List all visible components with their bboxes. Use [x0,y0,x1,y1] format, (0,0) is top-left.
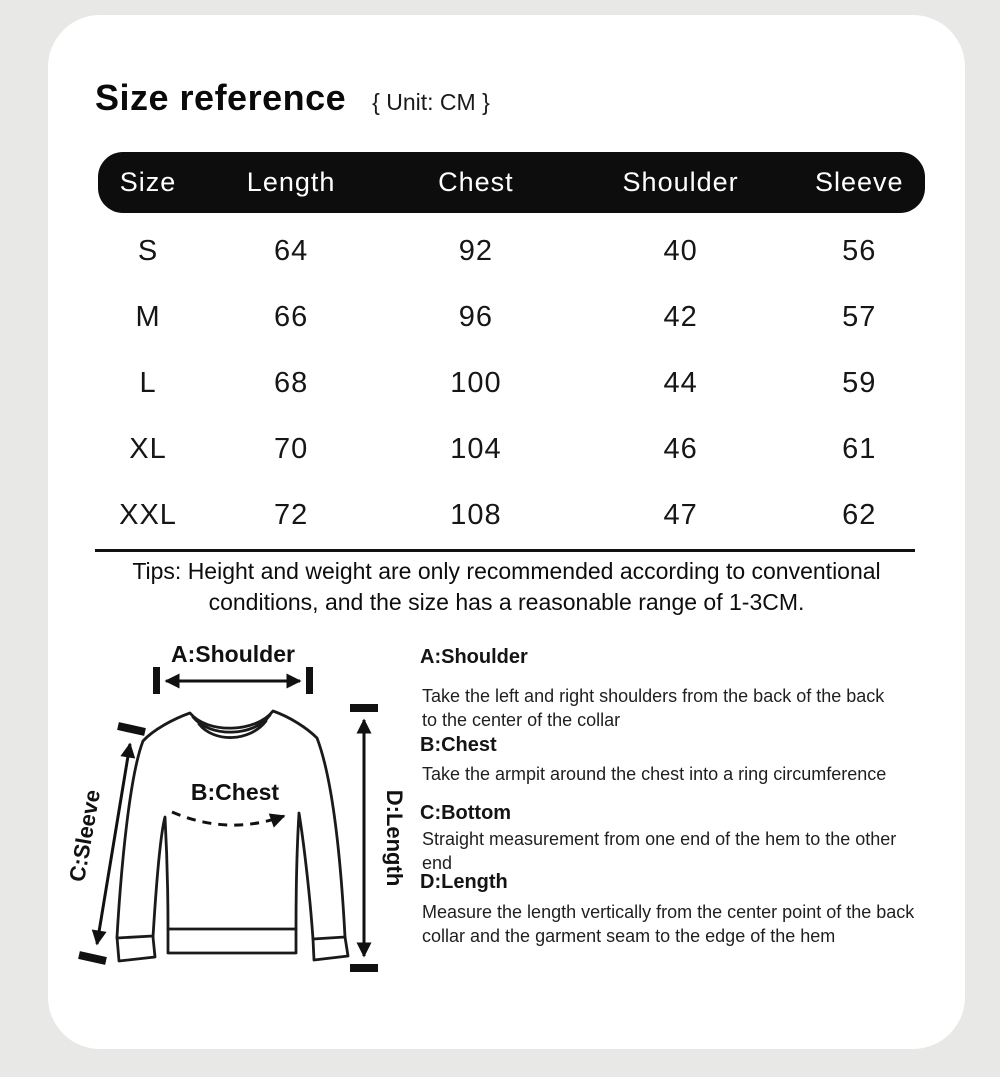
header-cell-shoulder: Shoulder [622,167,739,197]
garment-diagram [60,640,420,1010]
cell-length: 68 [273,366,309,399]
tips-line-2: conditions, and the size has a reasonable range of 1-3CM. [208,589,805,615]
cell-shoulder: 44 [663,366,698,399]
size-reference-card [48,15,965,1049]
cell-shoulder: 46 [663,432,698,465]
header-cell-sleeve: Sleeve [814,167,904,197]
length-measure-arrow [350,708,378,968]
guide-title-shoulder: A:Shoulder [420,646,528,668]
cell-sleeve: 56 [842,234,877,267]
guide-desc-length: Measure the length vertically from the center point of the back collar and the garment seam to the edge of the hem [422,902,915,946]
header-cell-length: Length [246,167,336,197]
cell-sleeve: 59 [842,366,877,399]
cell-chest: 108 [450,498,502,531]
tips-line-1: Tips: Height and weight are only recommended according to conventional [132,558,881,584]
title-row [95,77,490,119]
diagram-chest-label: B:Chest [190,779,280,805]
cell-chest: 100 [450,366,502,399]
cell-size: XL [129,432,167,465]
cell-shoulder: 47 [663,498,698,531]
table-row-m [98,284,925,350]
page-title: Size reference [95,77,347,118]
table-body [98,218,925,548]
table-header-row [98,152,925,213]
cell-shoulder: 42 [663,300,698,333]
sweatshirt-drawing [117,711,348,961]
cell-sleeve: 57 [842,300,877,333]
guide-title-bottom: C:Bottom [420,802,512,824]
cell-sleeve: 61 [842,432,877,465]
shoulder-measure-arrow [153,667,313,694]
table-row-l [98,350,925,416]
cell-length: 64 [273,234,309,267]
tips-divider [95,549,915,552]
cell-length: 72 [273,498,309,531]
table-row-xxl [98,482,925,548]
cell-size: XXL [119,498,177,531]
guide-title-chest: B:Chest [420,734,497,756]
diagram-sleeve-label: C:Sleeve [64,787,105,884]
guide-title-length: D:Length [420,871,508,893]
cell-size: M [135,300,161,333]
cell-length: 66 [273,300,309,333]
tips-text [58,556,955,618]
cell-chest: 92 [458,234,494,267]
guide-desc-shoulder: Take the left and right shoulders from the back of the back to the center of the collar [422,686,885,730]
cell-sleeve: 62 [842,498,877,531]
cell-length: 70 [273,432,309,465]
guide-desc-chest: Take the armpit around the chest into a ring circumference [422,764,887,784]
cell-chest: 104 [450,432,502,465]
header-cell-size: Size [119,167,177,197]
cell-shoulder: 40 [663,234,698,267]
table-row-s [98,218,925,284]
cell-size: L [139,366,157,399]
cell-chest: 96 [458,300,494,333]
diagram-length-label: D:Length [382,789,407,887]
diagram-shoulder-label: A:Shoulder [171,641,295,667]
header-cell-chest: Chest [438,167,514,197]
guide-desc-bottom: Straight measurement from one end of the hem to the other end [422,829,897,873]
cell-size: S [137,234,159,267]
unit-label: { Unit: CM } [372,89,490,115]
table-row-xl [98,416,925,482]
